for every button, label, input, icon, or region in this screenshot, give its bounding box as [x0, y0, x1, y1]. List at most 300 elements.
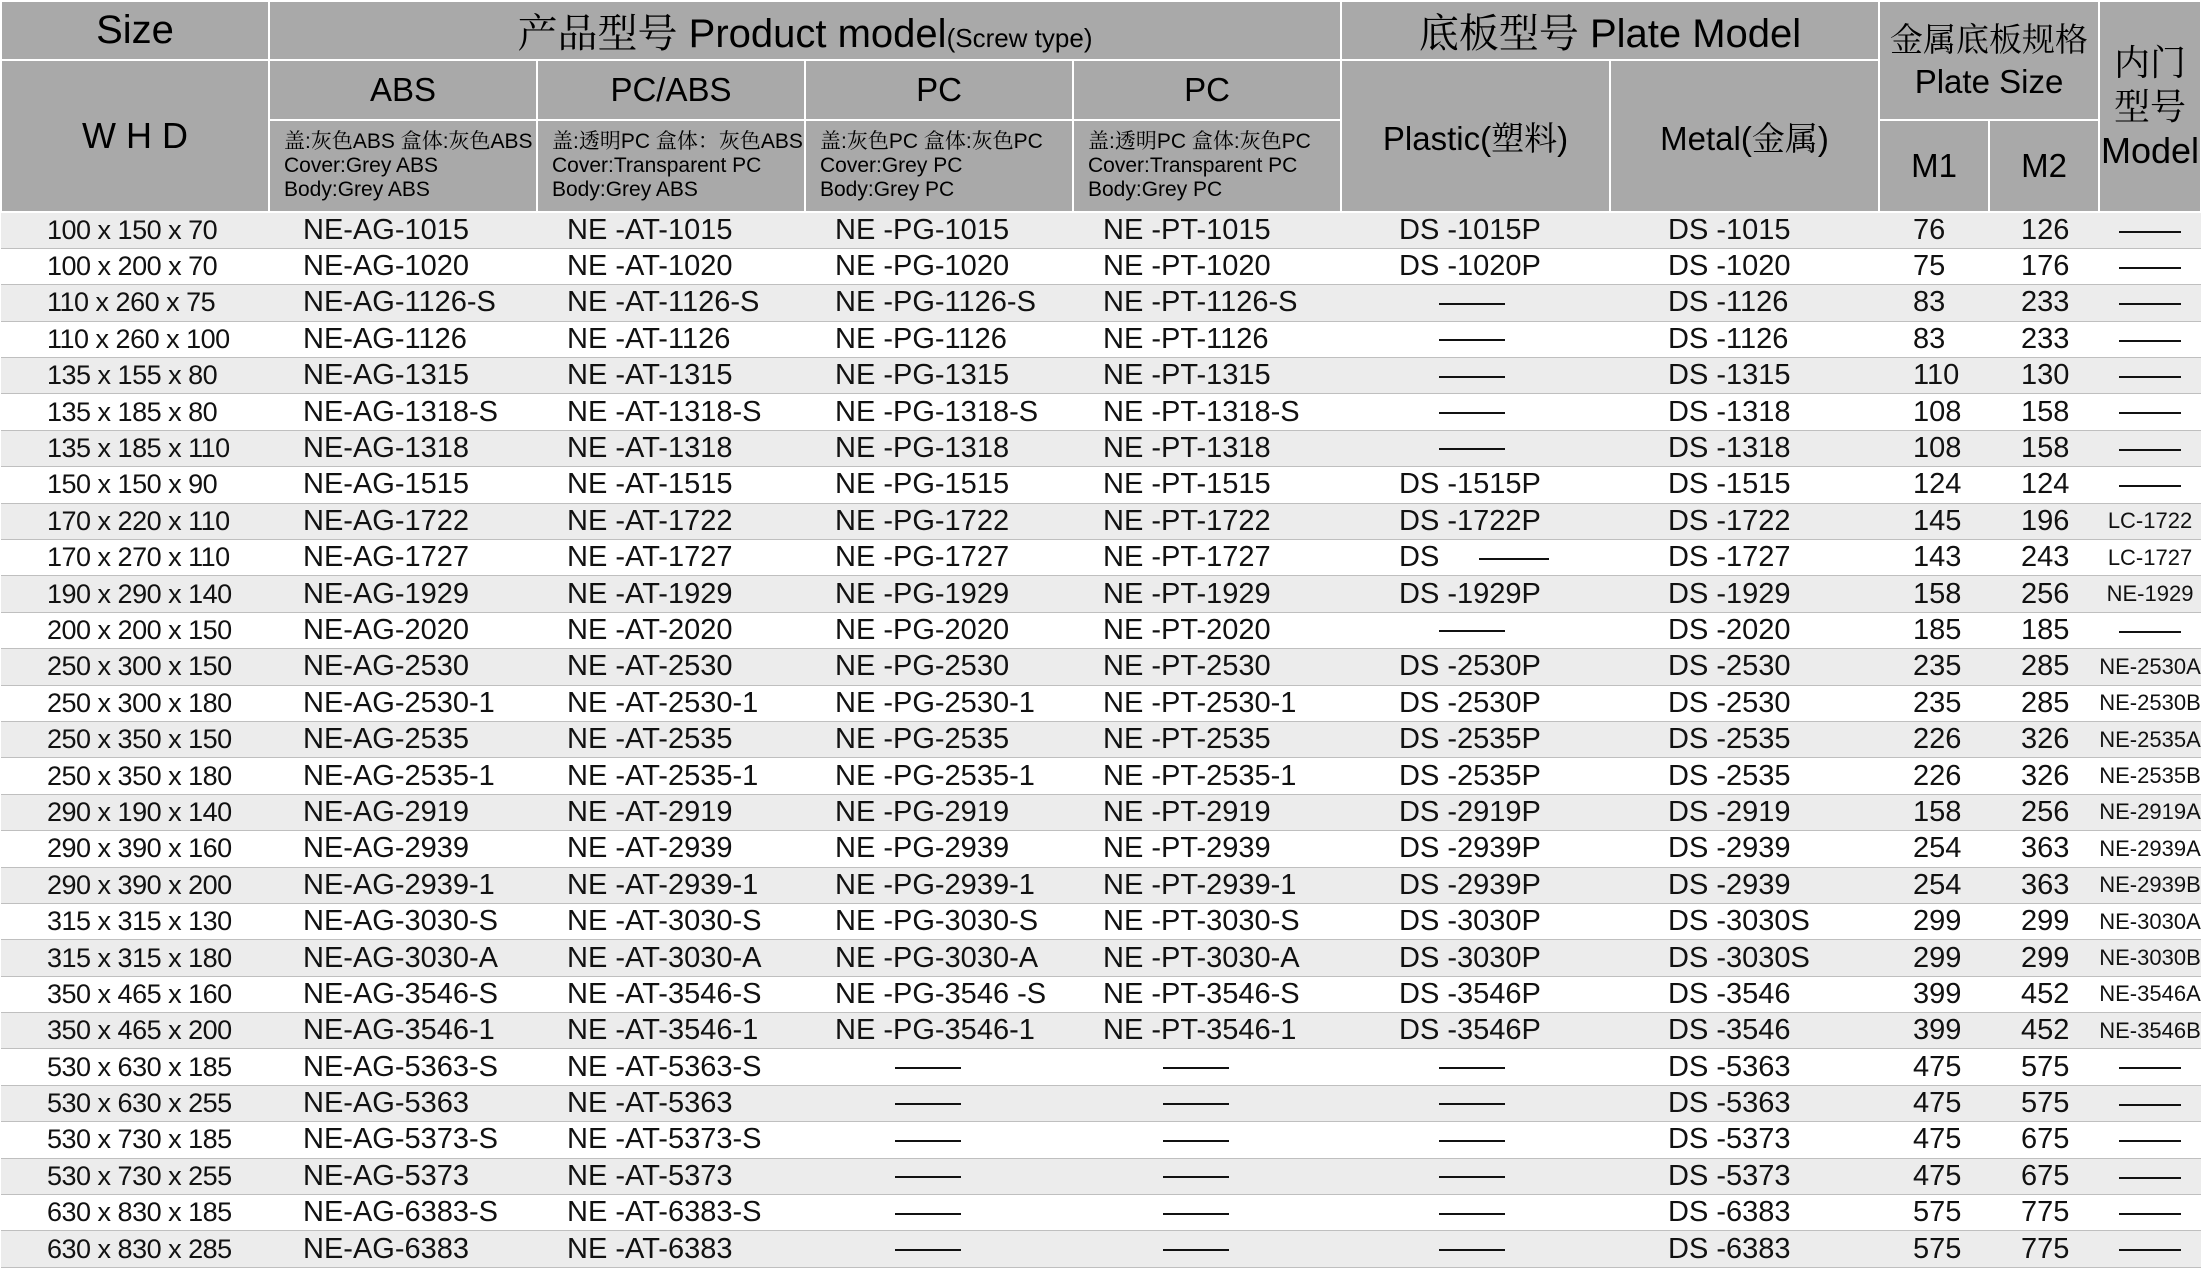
inner-door-line2: 型号: [2114, 85, 2187, 127]
m2-cell: 575: [1989, 1049, 2099, 1085]
pc-grey-model-cell: NE -PG-2939-1: [805, 867, 1073, 903]
size-cell: 250 x 300 x 150: [1, 649, 269, 685]
m2-cell: 233: [1989, 321, 2099, 357]
plastic-plate-cell: DS -2939P: [1341, 867, 1610, 903]
dash-placeholder: [2119, 1249, 2181, 1251]
abs-model-cell: NE-AG-2530-1: [269, 685, 537, 721]
dash-placeholder: [2119, 376, 2181, 378]
pc-transparent-model-cell: NE -PT-3030-S: [1073, 903, 1341, 939]
pc-grey-model-cell: NE -PG-1020: [805, 248, 1073, 284]
inner-door-cell: [2099, 430, 2201, 466]
inner-door-cell: [2099, 285, 2201, 321]
abs-model-cell: NE-AG-1929: [269, 576, 537, 612]
metal-plate-cell: DS -5373: [1610, 1158, 1879, 1194]
inner-door-line1: 内门: [2114, 41, 2187, 83]
metal-plate-cell: DS -1315: [1610, 358, 1879, 394]
dash-placeholder: [1163, 1213, 1229, 1215]
m2-cell: 185: [1989, 612, 2099, 648]
pc-transparent-model-cell: NE -PT-1015: [1073, 212, 1341, 248]
m2-cell: 233: [1989, 285, 2099, 321]
m1-cell: 226: [1879, 758, 1989, 794]
size-cell: 250 x 350 x 180: [1, 758, 269, 794]
pc-transparent-model-cell: [1073, 1122, 1341, 1158]
size-cell: 290 x 190 x 140: [1, 794, 269, 830]
table-row: [1, 758, 2201, 794]
metal-plate-cell: DS -5363: [1610, 1049, 1879, 1085]
pc-transparent-model-cell: NE -PT-2919: [1073, 794, 1341, 830]
pc-transparent-model-cell: NE -PT-1929: [1073, 576, 1341, 612]
dash-placeholder: [1439, 303, 1505, 305]
abs-model-cell: NE-AG-3030-A: [269, 940, 537, 976]
abs-model-cell: NE-AG-1318-S: [269, 394, 537, 430]
inner-door-cell: [2099, 467, 2201, 503]
pc-grey-model-cell: [805, 1049, 1073, 1085]
m1-cell: 108: [1879, 430, 1989, 466]
dash-placeholder: [895, 1249, 961, 1251]
abs-model-cell: NE-AG-5363-S: [269, 1049, 537, 1085]
dash-placeholder: [2119, 485, 2181, 487]
pc-transparent-model-cell: NE -PT-1318: [1073, 430, 1341, 466]
pc-grey-model-cell: NE -PG-1929: [805, 576, 1073, 612]
pc-grey-model-cell: NE -PG-1315: [805, 358, 1073, 394]
m2-cell: 196: [1989, 503, 2099, 539]
pcabs-model-cell: NE -AT-2939-1: [537, 867, 805, 903]
m1-cell: 143: [1879, 540, 1989, 576]
abs-model-cell: NE-AG-2530: [269, 649, 537, 685]
m1-cell: 299: [1879, 903, 1989, 939]
m1-cell: 145: [1879, 503, 1989, 539]
col-abs-header: ABS: [269, 60, 537, 120]
table-body: [1, 212, 2201, 1267]
plastic-plate-cell: [1341, 321, 1610, 357]
table-row: [1, 1085, 2201, 1121]
abs-model-cell: NE-AG-5373: [269, 1158, 537, 1194]
plastic-plate-cell: [1341, 612, 1610, 648]
pc-transparent-model-cell: NE -PT-3546-S: [1073, 976, 1341, 1012]
pc-grey-model-cell: NE -PG-3030-A: [805, 940, 1073, 976]
plastic-plate-cell: DS -3546P: [1341, 1013, 1610, 1049]
plastic-plate-cell: [1341, 1231, 1610, 1267]
m2-cell: 285: [1989, 649, 2099, 685]
abs-model-cell: NE-AG-3546-1: [269, 1013, 537, 1049]
size-cell: 110 x 260 x 75: [1, 285, 269, 321]
size-cell: 290 x 390 x 160: [1, 831, 269, 867]
inner-door-cell: NE-2530B: [2099, 685, 2201, 721]
inner-door-cell: NE-2939A: [2099, 831, 2201, 867]
pc-transparent-model-cell: [1073, 1158, 1341, 1194]
m1-cell: 185: [1879, 612, 1989, 648]
pc-transparent-model-cell: NE -PT-1515: [1073, 467, 1341, 503]
m2-cell: 575: [1989, 1085, 2099, 1121]
abs-model-cell: NE-AG-5373-S: [269, 1122, 537, 1158]
table-row: [1, 212, 2201, 248]
dash-placeholder: [1163, 1140, 1229, 1142]
m2-cell: 363: [1989, 831, 2099, 867]
metal-plate-cell: DS -1515: [1610, 467, 1879, 503]
metal-plate-cell: DS -2919: [1610, 794, 1879, 830]
inner-door-cell: NE-3546B: [2099, 1013, 2201, 1049]
plastic-plate-cell: DS -1929P: [1341, 576, 1610, 612]
size-cell: 630 x 830 x 285: [1, 1231, 269, 1267]
dash-placeholder: [1439, 1140, 1505, 1142]
table-row: [1, 321, 2201, 357]
pc-grey-model-cell: NE -PG-1318: [805, 430, 1073, 466]
metal-plate-cell: DS -1126: [1610, 285, 1879, 321]
pc-grey-model-cell: NE -PG-1126: [805, 321, 1073, 357]
dash-placeholder: [1163, 1067, 1229, 1069]
pc-transparent-model-cell: NE -PT-1315: [1073, 358, 1341, 394]
table-row: [1, 903, 2201, 939]
table-header: [1, 1, 2201, 212]
m2-cell: 675: [1989, 1158, 2099, 1194]
plastic-plate-cell: DS -2535P: [1341, 721, 1610, 757]
abs-model-cell: NE-AG-2535-1: [269, 758, 537, 794]
plastic-plate-cell: DS -3546P: [1341, 976, 1610, 1012]
pc-transparent-model-cell: NE -PT-2530-1: [1073, 685, 1341, 721]
dash-placeholder: [2119, 1140, 2181, 1142]
dash-placeholder: [895, 1067, 961, 1069]
inner-door-cell: NE-3030A: [2099, 903, 2201, 939]
pcabs-model-cell: NE -AT-6383-S: [537, 1195, 805, 1231]
size-cell: 170 x 220 x 110: [1, 503, 269, 539]
metal-plate-cell: DS -2535: [1610, 758, 1879, 794]
m2-cell: 363: [1989, 867, 2099, 903]
pcabs-model-cell: NE -AT-1318: [537, 430, 805, 466]
pcabs-model-cell: NE -AT-2939: [537, 831, 805, 867]
plate-size-header: [1879, 1, 2099, 120]
dash-placeholder: [1439, 412, 1505, 414]
dash-placeholder: [2119, 412, 2181, 414]
m2-cell: 158: [1989, 430, 2099, 466]
abs-model-cell: NE-AG-3546-S: [269, 976, 537, 1012]
m1-cell: 575: [1879, 1231, 1989, 1267]
plastic-plate-cell: [1341, 1158, 1610, 1194]
pcabs-model-cell: NE -AT-1515: [537, 467, 805, 503]
pc-transparent-model-cell: NE -PT-2535: [1073, 721, 1341, 757]
plastic-plate-cell: DS -2919P: [1341, 794, 1610, 830]
size-cell: 135 x 155 x 80: [1, 358, 269, 394]
plastic-plate-cell: DS -1020P: [1341, 248, 1610, 284]
plastic-plate-cell: DS -1015P: [1341, 212, 1610, 248]
plastic-plate-cell: [1341, 1085, 1610, 1121]
metal-plate-cell: DS -6383: [1610, 1231, 1879, 1267]
table-row: [1, 1158, 2201, 1194]
dash-placeholder: [1439, 1249, 1505, 1251]
size-cell: 250 x 350 x 150: [1, 721, 269, 757]
m2-header: M2: [1989, 120, 2099, 212]
plastic-plate-cell: DS -1722P: [1341, 503, 1610, 539]
m2-cell: 775: [1989, 1231, 2099, 1267]
pc-transparent-model-cell: [1073, 1085, 1341, 1121]
inner-door-cell: NE-1929: [2099, 576, 2201, 612]
plate-prefix: DS: [1399, 541, 1440, 574]
pc-grey-model-cell: NE -PG-2530-1: [805, 685, 1073, 721]
m1-cell: 254: [1879, 867, 1989, 903]
table-row: [1, 940, 2201, 976]
metal-plate-cell: DS -2939: [1610, 831, 1879, 867]
pcabs-model-cell: NE -AT-3030-A: [537, 940, 805, 976]
abs-model-cell: NE-AG-1020: [269, 248, 537, 284]
size-cell: 530 x 730 x 185: [1, 1122, 269, 1158]
pc-grey-model-cell: NE -PG-3546-1: [805, 1013, 1073, 1049]
m1-cell: 575: [1879, 1195, 1989, 1231]
plastic-plate-cell: DS -1515P: [1341, 467, 1610, 503]
metal-plate-cell: DS -1020: [1610, 248, 1879, 284]
inner-door-cell: [2099, 248, 2201, 284]
metal-plate-cell: DS -3546: [1610, 1013, 1879, 1049]
abs-model-cell: NE-AG-1318: [269, 430, 537, 466]
plate-model-header: 底板型号 Plate Model: [1341, 1, 1879, 60]
m2-cell: 176: [1989, 248, 2099, 284]
pc-transparent-model-cell: [1073, 1049, 1341, 1085]
plastic-plate-cell: [1341, 285, 1610, 321]
inner-door-cell: [2099, 1195, 2201, 1231]
table-row: [1, 649, 2201, 685]
pcabs-model-cell: NE -AT-5363: [537, 1085, 805, 1121]
pc-transparent-model-cell: NE -PT-3546-1: [1073, 1013, 1341, 1049]
m1-cell: 158: [1879, 794, 1989, 830]
pc-grey-model-cell: NE -PG-1015: [805, 212, 1073, 248]
inner-door-line3: Model: [2100, 129, 2200, 171]
metal-plate-cell: DS -1929: [1610, 576, 1879, 612]
m2-cell: 299: [1989, 940, 2099, 976]
pc-grey-model-cell: NE -PG-2919: [805, 794, 1073, 830]
abs-model-cell: NE-AG-3030-S: [269, 903, 537, 939]
size-cell: 200 x 200 x 150: [1, 612, 269, 648]
abs-model-cell: NE-AG-6383: [269, 1231, 537, 1267]
pcabs-model-cell: NE -AT-2530: [537, 649, 805, 685]
abs-model-cell: NE-AG-1015: [269, 212, 537, 248]
inner-door-cell: LC-1727: [2099, 540, 2201, 576]
plate-size-en: Plate Size: [1914, 62, 2064, 100]
metal-plate-cell: DS -3030S: [1610, 903, 1879, 939]
pc-grey-model-cell: NE -PG-1318-S: [805, 394, 1073, 430]
size-cell: 170 x 270 x 110: [1, 540, 269, 576]
metal-plate-cell: DS -1318: [1610, 430, 1879, 466]
plastic-plate-cell: [1341, 358, 1610, 394]
pcabs-model-cell: NE -AT-1727: [537, 540, 805, 576]
table-row: [1, 467, 2201, 503]
table-row: [1, 1122, 2201, 1158]
m2-cell: 158: [1989, 394, 2099, 430]
pc-grey-material-note: 盖:灰色PC 盒体:灰色PC Cover:Grey PC Body:Grey PC: [805, 120, 1073, 212]
inner-door-cell: NE-2530A: [2099, 649, 2201, 685]
plate-size-cn: 金属底板规格: [1890, 20, 2089, 58]
col-pc-transparent-header: PC: [1073, 60, 1341, 120]
dash-placeholder: [1439, 630, 1505, 632]
size-cell: 315 x 315 x 180: [1, 940, 269, 976]
plastic-plate-cell: [1341, 1122, 1610, 1158]
dash-placeholder: [895, 1103, 961, 1105]
inner-door-cell: NE-3030B: [2099, 940, 2201, 976]
metal-plate-cell: DS -1126: [1610, 321, 1879, 357]
pc-grey-model-cell: NE -PG-1126-S: [805, 285, 1073, 321]
pc-transparent-model-cell: NE -PT-1020: [1073, 248, 1341, 284]
m2-cell: 126: [1989, 212, 2099, 248]
table-row: [1, 430, 2201, 466]
abs-material-note: 盖:灰色ABS 盒体:灰色ABS Cover:Grey ABS Body:Grey ABS: [269, 120, 537, 212]
inner-door-cell: [2099, 321, 2201, 357]
pc-transparent-model-cell: [1073, 1231, 1341, 1267]
pcabs-model-cell: NE -AT-1722: [537, 503, 805, 539]
metal-plate-cell: DS -2020: [1610, 612, 1879, 648]
metal-plate-cell: DS -6383: [1610, 1195, 1879, 1231]
metal-plate-cell: DS -3546: [1610, 976, 1879, 1012]
plastic-plate-cell: [1341, 540, 1610, 576]
m1-cell: 110: [1879, 358, 1989, 394]
pcabs-model-cell: NE -AT-2535: [537, 721, 805, 757]
pcabs-model-cell: NE -AT-1318-S: [537, 394, 805, 430]
m1-cell: 235: [1879, 685, 1989, 721]
col-pcabs-header: PC/ABS: [537, 60, 805, 120]
m2-cell: 124: [1989, 467, 2099, 503]
inner-door-cell: [2099, 1122, 2201, 1158]
size-cell: 190 x 290 x 140: [1, 576, 269, 612]
pc-transparent-model-cell: NE -PT-3030-A: [1073, 940, 1341, 976]
dash-placeholder: [1439, 339, 1505, 341]
size-cell: 150 x 150 x 90: [1, 467, 269, 503]
dash-placeholder: [2119, 1104, 2181, 1106]
pc-grey-model-cell: [805, 1158, 1073, 1194]
table-row: [1, 1231, 2201, 1267]
table-row: [1, 248, 2201, 284]
m2-cell: 299: [1989, 903, 2099, 939]
abs-model-cell: NE-AG-1126: [269, 321, 537, 357]
metal-plate-cell: DS -3030S: [1610, 940, 1879, 976]
dash-placeholder: [1163, 1249, 1229, 1251]
pc-transparent-model-cell: [1073, 1195, 1341, 1231]
dash-placeholder: [2119, 1213, 2181, 1215]
inner-door-model-header: [2099, 1, 2201, 212]
plastic-plate-cell: [1341, 1049, 1610, 1085]
table-row: [1, 358, 2201, 394]
dash-placeholder: [2119, 449, 2181, 451]
metal-plate-cell: DS -5363: [1610, 1085, 1879, 1121]
size-cell: 530 x 630 x 255: [1, 1085, 269, 1121]
plastic-plate-cell: DS -2530P: [1341, 649, 1610, 685]
table-row: [1, 831, 2201, 867]
dash-placeholder: [1163, 1103, 1229, 1105]
size-cell: 135 x 185 x 80: [1, 394, 269, 430]
product-model-header: [269, 1, 1341, 60]
m2-cell: 326: [1989, 721, 2099, 757]
plastic-plate-cell: [1341, 394, 1610, 430]
dash-placeholder: [1439, 448, 1505, 450]
m1-cell: 83: [1879, 285, 1989, 321]
col-pc-grey-header: PC: [805, 60, 1073, 120]
pc-transparent-model-cell: NE -PT-1126-S: [1073, 285, 1341, 321]
dash-placeholder: [1439, 1103, 1505, 1105]
abs-model-cell: NE-AG-1515: [269, 467, 537, 503]
pc-transparent-model-cell: NE -PT-1727: [1073, 540, 1341, 576]
size-cell: 135 x 185 x 110: [1, 430, 269, 466]
dash-placeholder: [2119, 303, 2181, 305]
pc-transparent-model-cell: NE -PT-2020: [1073, 612, 1341, 648]
size-cell: 530 x 630 x 185: [1, 1049, 269, 1085]
table-row: [1, 576, 2201, 612]
metal-plate-cell: DS -1727: [1610, 540, 1879, 576]
pc-grey-model-cell: NE -PG-3546 -S: [805, 976, 1073, 1012]
size-header: Size: [1, 1, 269, 60]
m1-cell: 235: [1879, 649, 1989, 685]
m2-cell: 775: [1989, 1195, 2099, 1231]
pc-transparent-model-cell: NE -PT-1126: [1073, 321, 1341, 357]
m1-cell: 108: [1879, 394, 1989, 430]
m1-cell: 475: [1879, 1122, 1989, 1158]
pcabs-model-cell: NE -AT-6383: [537, 1231, 805, 1267]
pc-transparent-model-cell: NE -PT-2939-1: [1073, 867, 1341, 903]
inner-door-cell: [2099, 1231, 2201, 1267]
pcabs-model-cell: NE -AT-3546-1: [537, 1013, 805, 1049]
dash-placeholder: [2119, 1177, 2181, 1179]
table-row: [1, 976, 2201, 1012]
dash-placeholder: [895, 1213, 961, 1215]
pc-grey-model-cell: NE -PG-2535: [805, 721, 1073, 757]
pc-grey-model-cell: NE -PG-3030-S: [805, 903, 1073, 939]
abs-model-cell: NE-AG-2020: [269, 612, 537, 648]
inner-door-cell: [2099, 358, 2201, 394]
m2-cell: 452: [1989, 976, 2099, 1012]
m1-cell: 475: [1879, 1085, 1989, 1121]
table-row: [1, 867, 2201, 903]
table-row: [1, 285, 2201, 321]
m2-cell: 326: [1989, 758, 2099, 794]
table-row: [1, 685, 2201, 721]
pcabs-model-cell: NE -AT-2530-1: [537, 685, 805, 721]
abs-model-cell: NE-AG-6383-S: [269, 1195, 537, 1231]
pc-grey-model-cell: NE -PG-1727: [805, 540, 1073, 576]
table-row: [1, 612, 2201, 648]
pcabs-model-cell: NE -AT-1126: [537, 321, 805, 357]
pcabs-model-cell: NE -AT-1315: [537, 358, 805, 394]
abs-model-cell: NE-AG-1315: [269, 358, 537, 394]
dash-placeholder: [1439, 376, 1505, 378]
pcabs-model-cell: NE -AT-2020: [537, 612, 805, 648]
size-cell: 100 x 200 x 70: [1, 248, 269, 284]
m2-cell: 130: [1989, 358, 2099, 394]
pcabs-model-cell: NE -AT-5373: [537, 1158, 805, 1194]
pcabs-model-cell: NE -AT-1929: [537, 576, 805, 612]
inner-door-cell: NE-2919A: [2099, 794, 2201, 830]
pc-grey-model-cell: NE -PG-2020: [805, 612, 1073, 648]
inner-door-cell: [2099, 1049, 2201, 1085]
pcabs-material-note: 盖:透明PC 盒体：灰色ABS Cover:Transparent PC Body:Grey ABS: [537, 120, 805, 212]
metal-plate-cell: DS -1722: [1610, 503, 1879, 539]
pc-transparent-model-cell: NE -PT-1318-S: [1073, 394, 1341, 430]
pcabs-model-cell: NE -AT-3546-S: [537, 976, 805, 1012]
plastic-header: Plastic(塑料): [1341, 60, 1610, 212]
dash-placeholder: [895, 1140, 961, 1142]
dash-placeholder: [2119, 340, 2181, 342]
abs-model-cell: NE-AG-1722: [269, 503, 537, 539]
pcabs-model-cell: NE -AT-2919: [537, 794, 805, 830]
dash-placeholder: [1163, 1176, 1229, 1178]
m1-cell: 124: [1879, 467, 1989, 503]
metal-plate-cell: DS -2530: [1610, 649, 1879, 685]
screw-type-note: (Screw type): [946, 23, 1093, 53]
size-cell: 315 x 315 x 130: [1, 903, 269, 939]
plastic-plate-cell: DS -2535P: [1341, 758, 1610, 794]
pcabs-model-cell: NE -AT-1015: [537, 212, 805, 248]
plastic-plate-cell: DS -2530P: [1341, 685, 1610, 721]
table-row: [1, 721, 2201, 757]
dash-placeholder: [2119, 631, 2181, 633]
size-cell: 530 x 730 x 255: [1, 1158, 269, 1194]
size-cell: 290 x 390 x 200: [1, 867, 269, 903]
pc-transparent-model-cell: NE -PT-2530: [1073, 649, 1341, 685]
metal-plate-cell: DS -2535: [1610, 721, 1879, 757]
m1-cell: 83: [1879, 321, 1989, 357]
